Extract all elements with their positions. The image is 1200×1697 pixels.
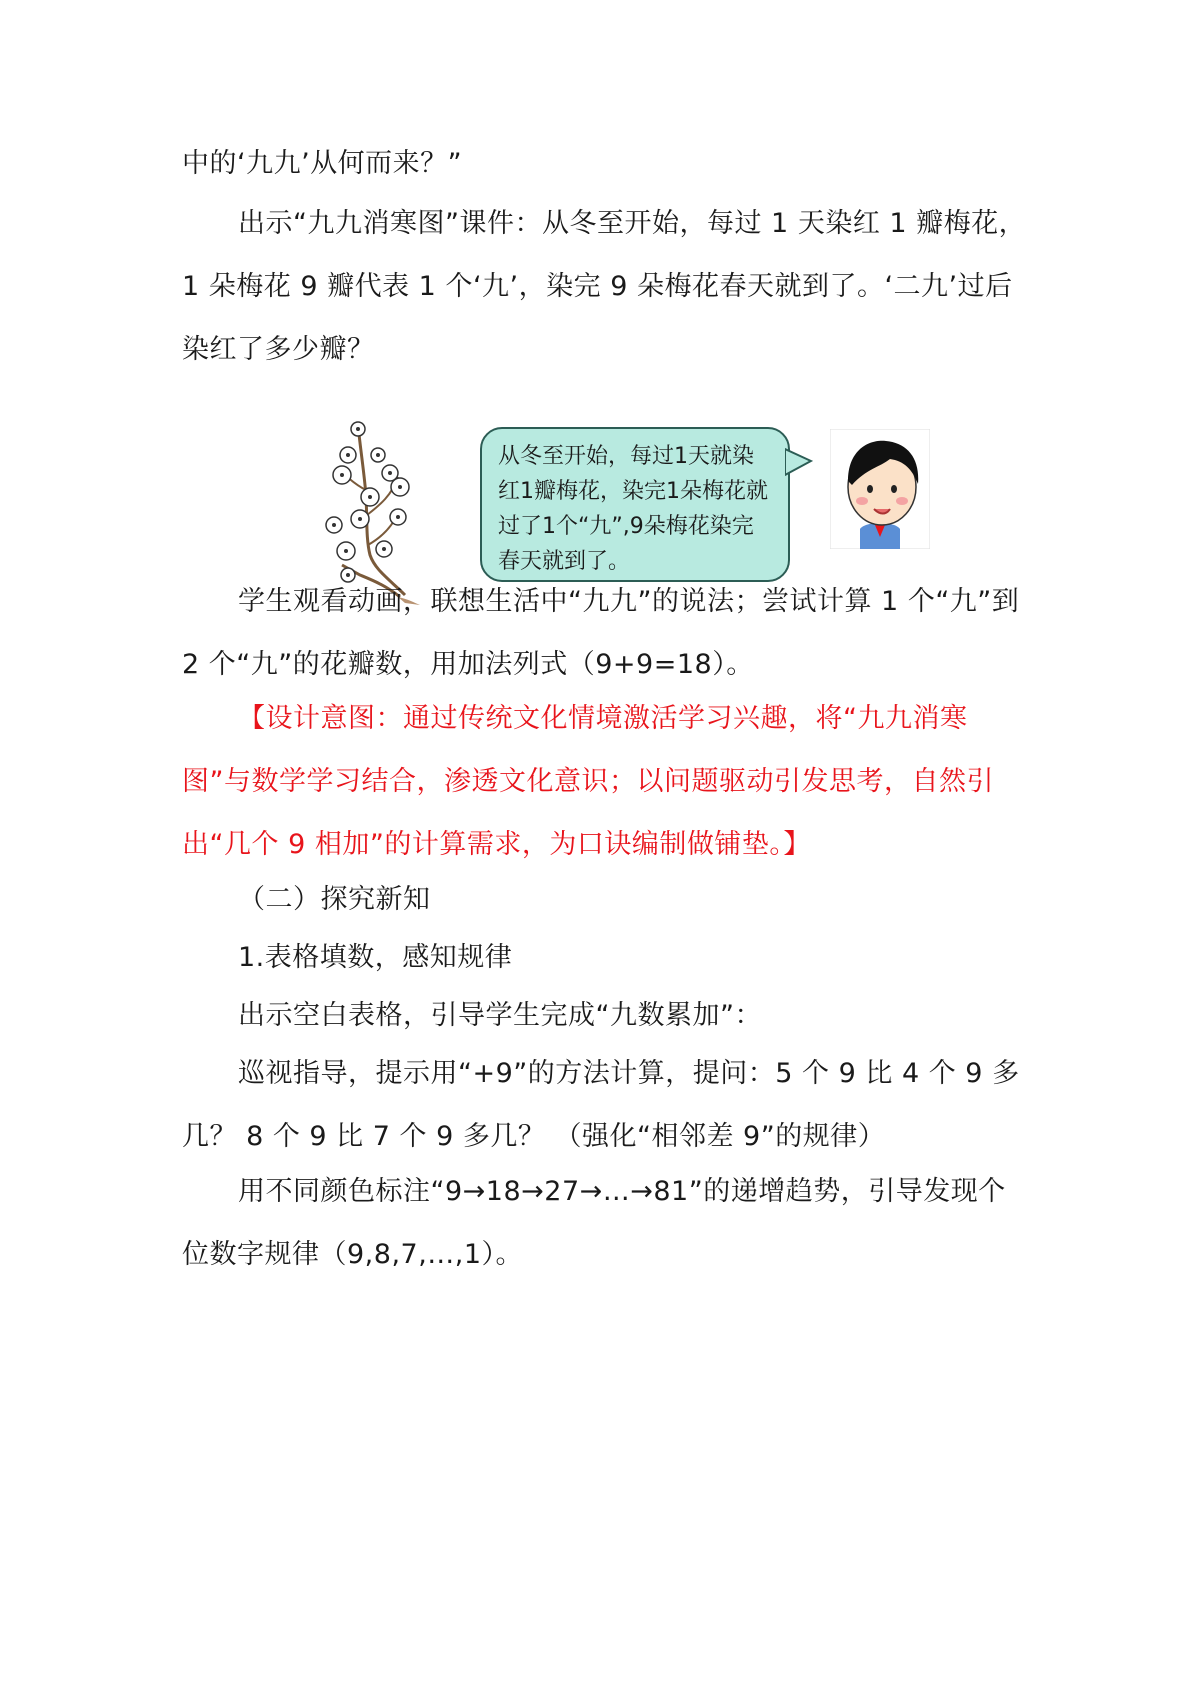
paragraph-color-trend: 用不同颜色标注“9→18→27→…→81”的递增趋势，引导发现个位数字规律（9,8,7,…,1）。 [182, 1176, 1006, 1270]
speech-bubble: 从冬至开始，每过1天就染红1瓣梅花，染完1朵梅花就过了1个“九”,9朵梅花染完春天就到了。 [480, 427, 790, 582]
section-heading-explore: （二）探究新知 [238, 884, 431, 915]
paragraph-student-activity: 学生观看动画，联想生活中“九九”的说法；尝试计算 1 个“九”到 2 个“九”的花瓣数，用加法列式（9+9=18）。 [182, 586, 1020, 680]
paragraph-courseware: 出示“九九消寒图”课件：从冬至开始，每过 1 天染红 1 瓣梅花，1 朵梅花 9 瓣代表 1 个‘九’，染完 9 朵梅花春天就到了。‘二九’过后染红了多少瓣？ [182, 208, 1027, 365]
paragraph-design-intent: 【设计意图：通过传统文化情境激活学习兴趣，将“九九消寒图”与数学学习结合，渗透文化意识；以问题驱动引发思考，自然引出“几个 9 相加”的计算需求，为口诀编制做铺垫。】 [182, 703, 994, 860]
subheading-table-fill: 1.表格填数，感知规律 [238, 942, 513, 973]
boy-avatar-icon [830, 429, 930, 549]
paragraph-intro-question: 中的‘九九’从何而来？” [182, 148, 463, 179]
paragraph-guidance: 巡视指导，提示用“+9”的方法计算，提问：5 个 9 比 4 个 9 多几？ 8 个 9 比 7 个 9 多几？ （强化“相邻差 9”的规律） [182, 1058, 1020, 1152]
paragraph-blank-table: 出示空白表格，引导学生完成“九数累加”： [238, 1000, 762, 1031]
speech-bubble-tail [785, 445, 813, 485]
